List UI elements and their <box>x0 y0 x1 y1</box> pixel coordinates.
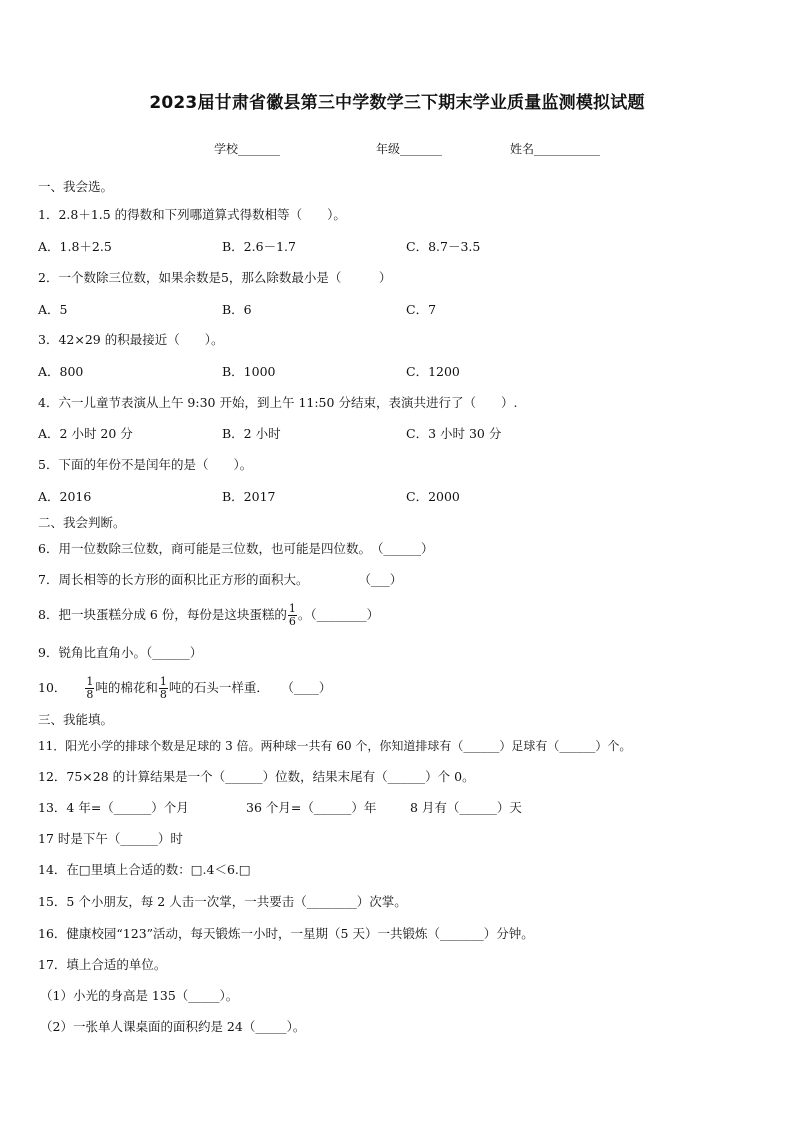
q1-option-a: A．1.8＋2.5 <box>38 239 112 254</box>
grade-field: 年级_______ <box>376 142 443 156</box>
q10-fraction-1 <box>85 676 94 701</box>
q4-option-b: B．2 小时 <box>222 426 281 441</box>
q10-text-after: 吨的石头一样重． （____） <box>168 680 332 695</box>
q5-option-a: A．2016 <box>38 489 92 504</box>
q8-numerator: 1 <box>288 602 296 615</box>
question-13-part-1: 13．4 年=（______）个月 <box>38 800 189 815</box>
q3-option-c: C．1200 <box>406 364 460 379</box>
question-2: 2．一个数除三位数，如果余数是5，那么除数最小是（ ） <box>38 270 392 285</box>
q4-option-c: C．3 小时 30 分 <box>406 426 502 441</box>
question-4: 4．六一儿童节表演从上午 9:30 开始，到上午 11:50 分结束，表演共进行了（ ）. <box>38 395 518 410</box>
q10-denominator-2: 8 <box>159 688 167 701</box>
q10-number: 10． <box>38 680 67 695</box>
q2-option-b: B．6 <box>222 302 252 317</box>
q8-text-after: 。（________） <box>297 607 380 622</box>
question-3: 3．42×29 的积最接近（ ）。 <box>38 332 224 347</box>
section-heading-fill: 三、我能填。 <box>38 712 114 727</box>
question-15: 15．5 个小朋友，每 2 人击一次掌，一共要击（________）次掌。 <box>38 894 407 909</box>
q3-option-b: B．1000 <box>222 364 276 379</box>
question-6: 6．用一位数除三位数，商可能是三位数，也可能是四位数。 （______） <box>38 541 434 556</box>
school-field: 学校_______ <box>214 142 281 156</box>
question-14: 14．在□里填上合适的数：□.4＜6.□ <box>38 862 251 877</box>
question-13-part-4: 17 时是下午（______）时 <box>38 831 183 846</box>
page-title: 2023届甘肃省徽县第三中学数学三下期末学业质量监测模拟试题 <box>149 93 645 113</box>
question-8 <box>38 600 379 630</box>
q10-numerator-2: 1 <box>159 675 167 688</box>
section-heading-choose: 一、我会选。 <box>38 179 114 194</box>
section-heading-judge: 二、我会判断。 <box>38 515 126 530</box>
question-17-sub-2: （2）一张单人课桌面的面积约是 24（_____）。 <box>40 1019 306 1034</box>
question-17: 17．填上合适的单位。 <box>38 957 167 972</box>
q2-option-a: A．5 <box>38 302 68 317</box>
q8-text-before: 8．把一块蛋糕分成 6 份，每份是这块蛋糕的 <box>38 607 287 622</box>
q10-text-mid: 吨的棉花和 <box>95 680 158 695</box>
question-12: 12．75×28 的计算结果是一个（______）位数，结果末尾有（______）个 0。 <box>38 769 475 784</box>
question-7: 7．周长相等的长方形的面积比正方形的面积大。 （___） <box>38 572 403 587</box>
q8-fraction <box>288 603 297 628</box>
question-11: 11．阳光小学的排球个数是足球的 3 倍。两种球一共有 60 个，你知道排球有（______）足球有（______）个。 <box>38 739 632 753</box>
question-13-part-2: 36 个月=（______）年 <box>246 800 377 815</box>
q10-denominator-1: 8 <box>86 688 94 701</box>
name-field: 姓名___________ <box>510 142 601 156</box>
q1-option-c: C．8.7－3.5 <box>406 239 481 254</box>
question-9: 9．锐角比直角小。（______） <box>38 645 203 660</box>
q1-option-b: B．2.6－1.7 <box>222 239 296 254</box>
question-17-sub-1: （1）小光的身高是 135（_____）。 <box>40 988 239 1003</box>
q2-option-c: C．7 <box>406 302 437 317</box>
question-13-part-3: 8 月有（______）天 <box>410 800 522 815</box>
q4-option-a: A．2 小时 20 分 <box>38 426 133 441</box>
question-10 <box>38 672 331 704</box>
question-5: 5．下面的年份不是闰年的是（ ）。 <box>38 457 253 472</box>
q10-fraction-2 <box>159 676 168 701</box>
question-1: 1．2.8＋1.5 的得数和下列哪道算式得数相等（ ）。 <box>38 207 346 222</box>
q8-denominator: 6 <box>288 615 296 628</box>
q5-option-b: B．2017 <box>222 489 276 504</box>
q5-option-c: C．2000 <box>406 489 460 504</box>
q10-numerator-1: 1 <box>86 675 94 688</box>
q3-option-a: A．800 <box>38 364 84 379</box>
question-16: 16．健康校园“123”活动，每天锻炼一小时，一星期（5 天）一共锻炼（_______）分钟。 <box>38 926 534 941</box>
